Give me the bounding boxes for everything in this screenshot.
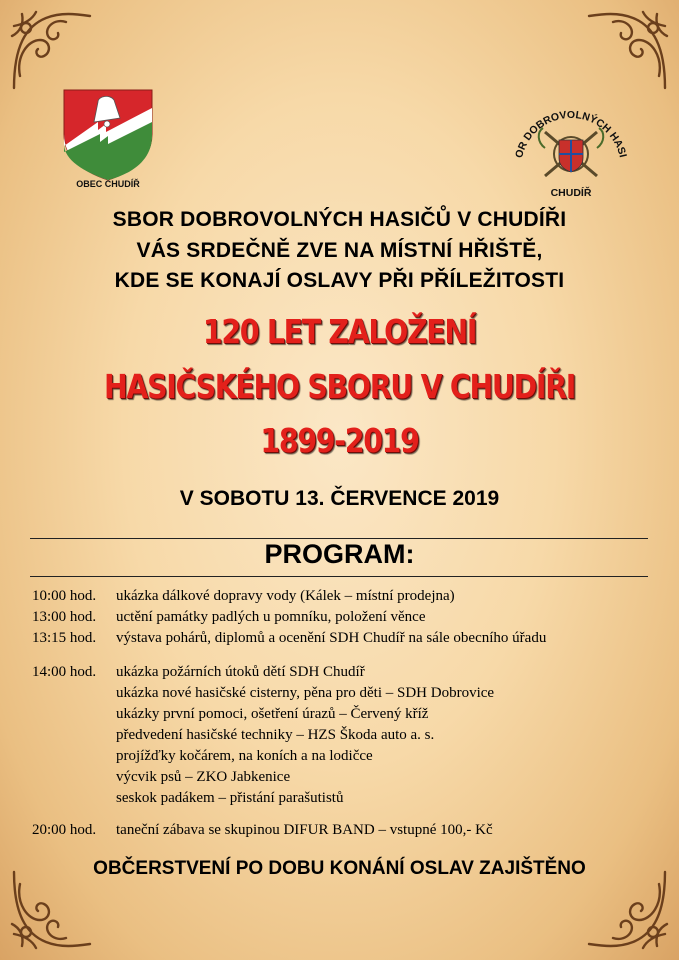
heading-line-1: SBOR DOBROVOLNÝCH HASIČŮ V CHUDÍŘI (112, 208, 567, 231)
sdh-logo-arc-text: OR DOBROVOLNÝCH HASI (513, 108, 629, 160)
schedule-item: 13:15 hod. výstava pohárů, diplomů a ocenění SDH Chudíř na sále obecního úřadu (32, 630, 547, 646)
sdh-chudir-logo (508, 92, 634, 204)
obec-chudir-crest-logo (58, 88, 158, 188)
schedule-continuation: výcvik psů – ZKO Jabkenice (116, 769, 291, 785)
sdh-logo-place: CHUDÍŘ (550, 187, 592, 199)
schedule-continuation: ukázka nové hasičské cisterny, pěna pro děti – SDH Dobrovice (116, 685, 495, 701)
refreshments-footer: OBČERSTVENÍ PO DOBU KONÁNÍ OSLAV ZAJIŠTĚNO (93, 858, 586, 879)
heading-line-2: VÁS SRDEČNĚ ZVE NA MÍSTNÍ HŘIŠTĚ, (136, 239, 543, 262)
schedule-continuation: předvedení hasičské techniky – HZS Škoda auto a. s. (116, 727, 435, 743)
schedule-continuation: projížďky kočárem, na koních a na lodičce (116, 748, 373, 764)
program-title: PROGRAM: (264, 539, 415, 569)
schedule-item: 13:00 hod. uctění památky padlých u pomníku, položení věnce (32, 609, 426, 625)
schedule-item: 14:00 hod. ukázka požárních útoků dětí SDH Chudíř (32, 664, 365, 680)
heading-line-3: KDE SE KONAJÍ OSLAVY PŘI PŘÍLEŽITOSTI (114, 269, 565, 292)
title-line-3: 1899-2019 (260, 421, 419, 460)
schedule-item: 20:00 hod. taneční zábava se skupinou DIFUR BAND – vstupné 100,- Kč (32, 822, 493, 838)
program-divider (30, 576, 648, 577)
title-line-2: HASIČSKÉHO SBORU V CHUDÍŘI (103, 367, 576, 406)
corner-ornament-top-left (6, 6, 96, 96)
schedule-continuation: ukázky první pomoci, ošetření úrazů – Červený kříž (116, 706, 429, 722)
event-date: V SOBOTU 13. ČERVENCE 2019 (179, 487, 500, 510)
obec-logo-label: OBEC CHUDÍŘ (76, 179, 140, 188)
schedule-item: 10:00 hod. ukázka dálkové dopravy vody (Kálek – místní prodejna) (32, 588, 455, 604)
corner-ornament-top-right (583, 6, 673, 96)
schedule-continuation: seskok padákem – přistání parašutistů (116, 790, 344, 806)
title-line-1: 120 LET ZALOŽENÍ (202, 312, 477, 351)
